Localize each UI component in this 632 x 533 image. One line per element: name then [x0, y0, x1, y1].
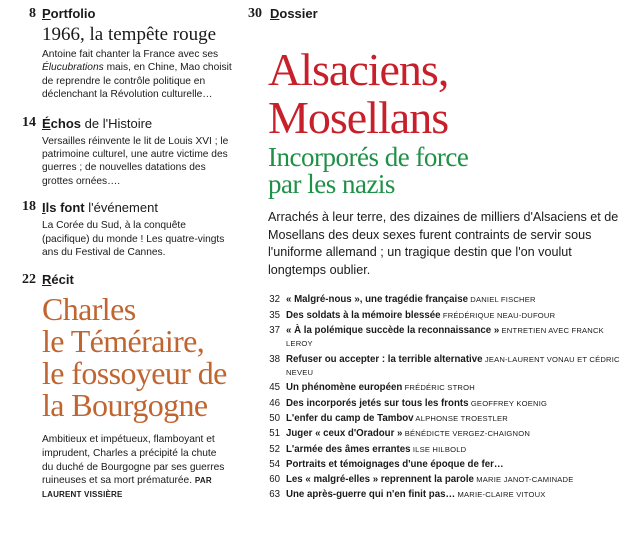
dossier-lead: Arrachés à leur terre, des dizaines de milliers d'Alsaciens et de Mosellans des deux sexes furent contraints de servir sous l'uniforme allemand ; un tragique destin que l'on voulut longtemps oublier.	[268, 210, 619, 277]
page-number: 18	[22, 199, 36, 215]
toc-item[interactable]: 50 L'enfer du camp de Tambov ALPHONSE TROESTLER	[269, 412, 508, 424]
section-text: Versailles réinvente le lit de Louis XVI ; le patrimoine culturel, une autre victime des guerres ; de nouvelles datations des grottes ornées….	[42, 135, 229, 187]
section-title: 1966, la tempête rouge	[42, 24, 217, 45]
dossier-header[interactable]	[240, 6, 625, 26]
toc-item[interactable]: 32 « Malgré-nous », une tragédie française DANIEL FISCHER	[269, 294, 536, 306]
toc-item[interactable]: 60 Les « malgré-elles » reprennent la parole MARIE JANOT-CAMINADE	[269, 474, 574, 486]
page-number: 30	[248, 6, 262, 21]
section-name: Dossier	[270, 6, 318, 21]
recit-text: Ambitieux et impétueux, flamboyant et imprudent, Charles a précipité la chute du duché de Bourgogne par ses guerres ruineuses et sa mort prématurée. PAR LAURENT VISSIÈRE	[42, 434, 225, 499]
ilsfont-section[interactable]	[10, 199, 232, 259]
section-text: La Corée du Sud, à la conquête (pacifique) du monde ! Les quatre-vingts ans du Festival de Cannes.	[42, 220, 225, 259]
dossier-subtitle: Incorporés de force par les nazis	[268, 142, 469, 199]
section-text: Antoine fait chanter la France avec ses Élucubrations mais, en Chine, Mao choisit de reprendre le contrôle politique en déclenchant la Révolution culturelle…	[42, 49, 232, 101]
page-number: 22	[22, 272, 36, 288]
toc-item[interactable]: 37 « À la polémique succède la reconnaissance » ENTRETIEN AVEC FRANCK LEROY	[269, 324, 604, 349]
section-name: Portfolio	[42, 6, 96, 21]
portfolio-section[interactable]	[10, 6, 232, 102]
dossier-title: Alsaciens, Mosellans	[268, 44, 449, 143]
table-of-contents	[240, 293, 625, 501]
toc-item[interactable]: 54 Portraits et témoignages d'une époque de fer…	[269, 458, 504, 470]
recit-content	[10, 293, 232, 501]
toc-item[interactable]: 45 Un phénomène européen FRÉDÉRIC STROH	[269, 382, 475, 394]
dossier-column	[240, 6, 625, 504]
toc-item[interactable]: 46 Des incorporés jetés sur tous les fronts GEOFFREY KOENIG	[269, 397, 548, 409]
section-name: Récit	[42, 272, 74, 288]
section-name: Échos de l'Histoire	[42, 115, 153, 131]
recit-section[interactable]	[10, 272, 232, 287]
echos-section[interactable]	[10, 115, 232, 189]
left-column	[10, 6, 232, 501]
byline: PAR LAURENT VISSIÈRE	[42, 476, 212, 499]
section-name: Ils font l'événement	[42, 200, 158, 216]
toc-item[interactable]: 38 Refuser ou accepter : la terrible alternative JEAN-LAURENT VONAU ET CÉDRIC NEVEU	[269, 353, 620, 378]
recit-title: Charles le Téméraire, le fossoyeur de la Bourgogne	[42, 291, 227, 424]
toc-item[interactable]: 63 Une après-guerre qui n'en finit pas… MARIE-CLAIRE VITOUX	[269, 489, 546, 501]
toc-item[interactable]: 51 Juger « ceux d'Oradour » BÉNÉDICTE VERGEZ-CHAIGNON	[269, 428, 531, 440]
toc-item[interactable]: 35 Des soldats à la mémoire blessée FRÉDÉRIQUE NEAU-DUFOUR	[269, 309, 556, 321]
toc-item[interactable]: 52 L'armée des âmes errantes ILSE HILBOLD	[269, 443, 467, 455]
page-number: 8	[29, 6, 36, 21]
page-number: 14	[22, 114, 36, 130]
